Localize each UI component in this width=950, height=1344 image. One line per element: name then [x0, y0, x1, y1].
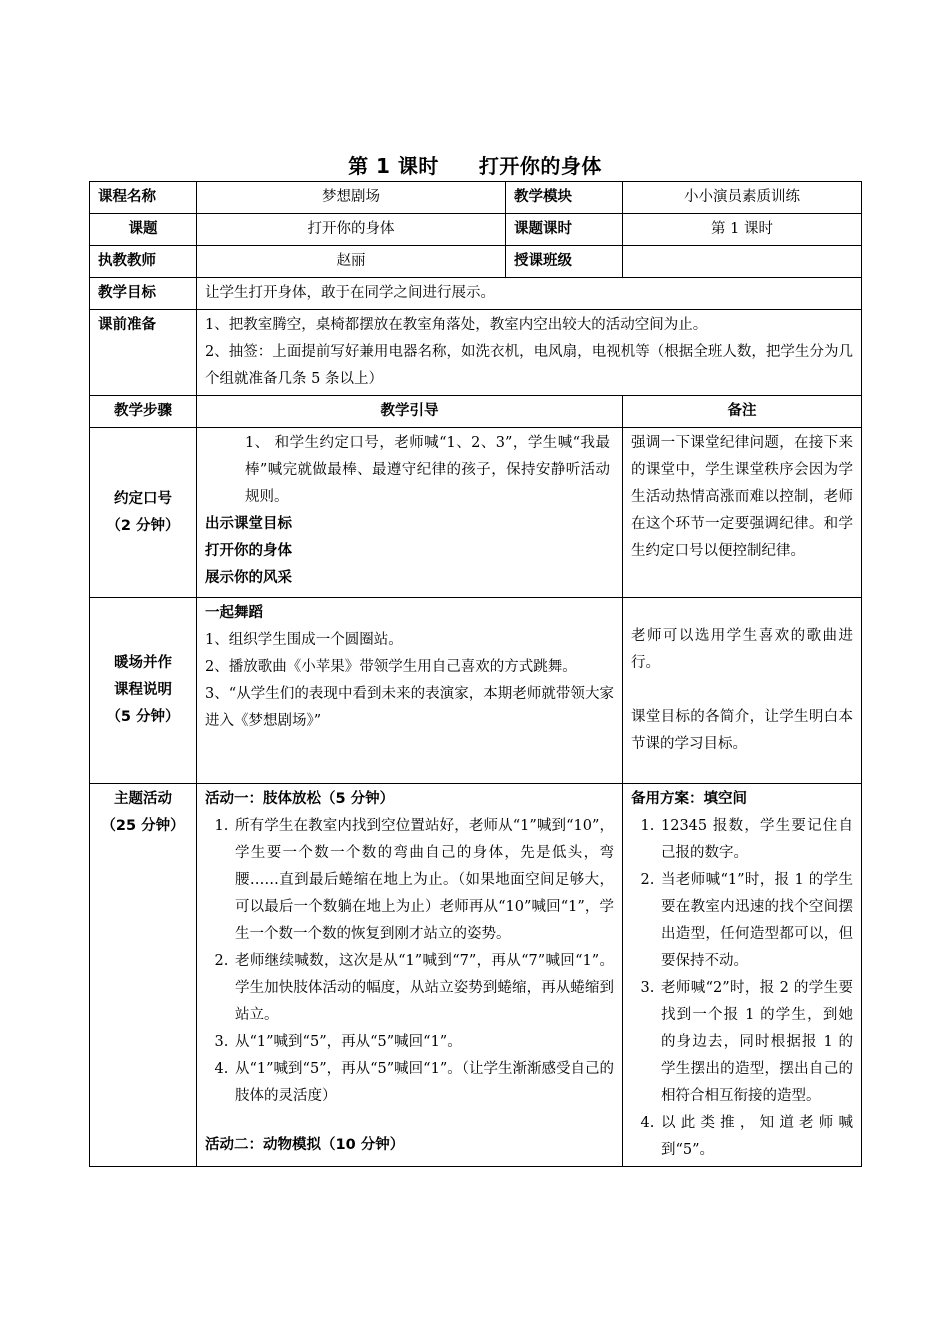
step-main-note — [623, 784, 862, 1167]
warmup-item-1: 1、组织学生围成一个圆圈站。 — [205, 632, 403, 648]
backup-item: 3. 老师喊“2”时，报 2 的学生要找到一个报 1 的学生，到她的身边去，同时根据报 1 的学生摆出的造型，摆出自己的相符合相互衔接的造型。 — [659, 975, 853, 1110]
header-notes: 备注 — [623, 396, 862, 428]
slogan-bold-3: 展示你的风采 — [205, 570, 292, 586]
warmup-note-2: 课堂目标的各简介，让学生明白本节课的学习目标。 — [631, 709, 853, 752]
module-label: 教学模块 — [506, 182, 623, 214]
page-title — [0, 150, 950, 179]
step-slogan-title: 约定口号 — [114, 490, 172, 507]
step-main-guide — [197, 784, 623, 1167]
step-warmup-label — [90, 598, 197, 784]
step-slogan-guide — [197, 428, 623, 598]
activity-1-item: 4. 从“1”喊到“5”，再从“5”喊回“1”。（让学生渐渐感受自己的肢体的灵活度） — [233, 1056, 614, 1110]
slogan-bold-2: 打开你的身体 — [205, 543, 292, 559]
step-warmup-title-2: 课程说明 — [114, 682, 172, 698]
activity-1-item: 2. 老师继续喊数，这次是从“1”喊到“7”，再从“7”喊回“1”。学生加快肢体活动的幅度，从站立姿势到蜷缩，再从蜷缩到站立。 — [233, 948, 614, 1029]
course-name-value: 梦想剧场 — [197, 182, 506, 214]
class-value — [623, 246, 862, 278]
slogan-item: 1、 和学生约定口号，老师喊“1、2、3”，学生喊“我最棒”喊完就做最棒、最遵守纪律的孩子，保持安静听活动规则。 — [245, 435, 610, 505]
info-row-goal — [90, 278, 862, 310]
prep-label: 课前准备 — [90, 310, 197, 396]
topic-value: 打开你的身体 — [197, 214, 506, 246]
backup-item: 1. 12345 报数，学生要记住自己报的数字。 — [659, 813, 853, 867]
teacher-value: 赵丽 — [197, 246, 506, 278]
class-label: 授课班级 — [506, 246, 623, 278]
course-name-label: 课程名称 — [90, 182, 197, 214]
info-row-teacher — [90, 246, 862, 278]
prep-item-2: 2、抽签：上面提前写好兼用电器名称，如洗衣机，电风扇，电视机等（根据全班人数，把学生分为几个组就准备几条 5 条以上） — [205, 344, 853, 387]
prep-item-1: 1、把教室腾空，桌椅都摆放在教室角落处，教室内空出较大的活动空间为止。 — [205, 317, 708, 333]
info-row-prep — [90, 310, 862, 396]
warmup-note-1: 老师可以选用学生喜欢的歌曲进行。 — [631, 628, 853, 671]
activity-1-list — [205, 813, 614, 1110]
activity-2-heading: 活动二：动物模拟（10 分钟） — [205, 1137, 405, 1153]
warmup-item-3: 3、“从学生们的表现中看到未来的表演家，本期老师就带领大家进入《梦想剧场》” — [205, 686, 614, 729]
step-main-label — [90, 784, 197, 1167]
warmup-item-2: 2、播放歌曲《小苹果》带领学生用自己喜欢的方式跳舞。 — [205, 659, 577, 675]
module-value: 小小演员素质训练 — [623, 182, 862, 214]
info-row-topic — [90, 214, 862, 246]
step-slogan-label — [90, 428, 197, 598]
activity-1-item: 1. 所有学生在教室内找到空位置站好，老师从“1”喊到“10”，学生要一个数一个数的弯曲自己的身体，先是低头，弯腰……直到最后蜷缩在地上为止。（如果地面空间足够大，可以最后一个数躺在地上为止）老师再从“10”喊回“1”，学生一个数一个数的恢复到刚才站立的姿势。 — [233, 813, 614, 948]
title-lesson-number: 第 1 课时 — [348, 154, 439, 178]
header-guide: 教学引导 — [197, 396, 623, 428]
step-row-slogan — [90, 428, 862, 598]
step-row-warmup — [90, 598, 862, 784]
goal-label: 教学目标 — [90, 278, 197, 310]
backup-item: 4. 以此类推，知道老师喊到“5”。 — [659, 1110, 853, 1164]
title-lesson-name: 打开你的身体 — [478, 154, 602, 178]
step-warmup-title-1: 暖场并作 — [114, 655, 172, 671]
goal-value: 让学生打开身体，敢于在同学之间进行展示。 — [197, 278, 862, 310]
step-main-time: （25 分钟） — [101, 818, 185, 834]
lesson-plan-table — [89, 181, 862, 1167]
period-label: 课题课时 — [506, 214, 623, 246]
step-main-title: 主题活动 — [114, 791, 172, 807]
step-warmup-guide — [197, 598, 623, 784]
section-header-row — [90, 396, 862, 428]
step-warmup-note — [623, 598, 862, 784]
backup-item: 2. 当老师喊“1”时，报 1 的学生要在教室内迅速的找个空间摆出造型，任何造型都可以，但要保持不动。 — [659, 867, 853, 975]
step-slogan-note: 强调一下课堂纪律问题，在接下来的课堂中，学生课堂秩序会因为学生活动热情高涨而难以控制，老师在这个环节一定要强调纪律。和学生约定口号以便控制纪律。 — [623, 428, 862, 598]
topic-label: 课题 — [90, 214, 197, 246]
activity-1-heading: 活动一：肢体放松（5 分钟） — [205, 791, 395, 807]
teacher-label: 执教教师 — [90, 246, 197, 278]
backup-list — [631, 813, 853, 1164]
activity-1-item: 3. 从“1”喊到“5”，再从“5”喊回“1”。 — [233, 1029, 614, 1056]
info-row-course — [90, 182, 862, 214]
step-slogan-time: （2 分钟） — [106, 517, 180, 534]
step-warmup-time: （5 分钟） — [106, 709, 180, 725]
prep-value — [197, 310, 862, 396]
step-row-main — [90, 784, 862, 1167]
backup-heading: 备用方案：填空间 — [631, 791, 747, 807]
slogan-bold-1: 出示课堂目标 — [205, 516, 292, 532]
period-value: 第 1 课时 — [623, 214, 862, 246]
warmup-heading: 一起舞蹈 — [205, 605, 263, 621]
header-steps: 教学步骤 — [90, 396, 197, 428]
